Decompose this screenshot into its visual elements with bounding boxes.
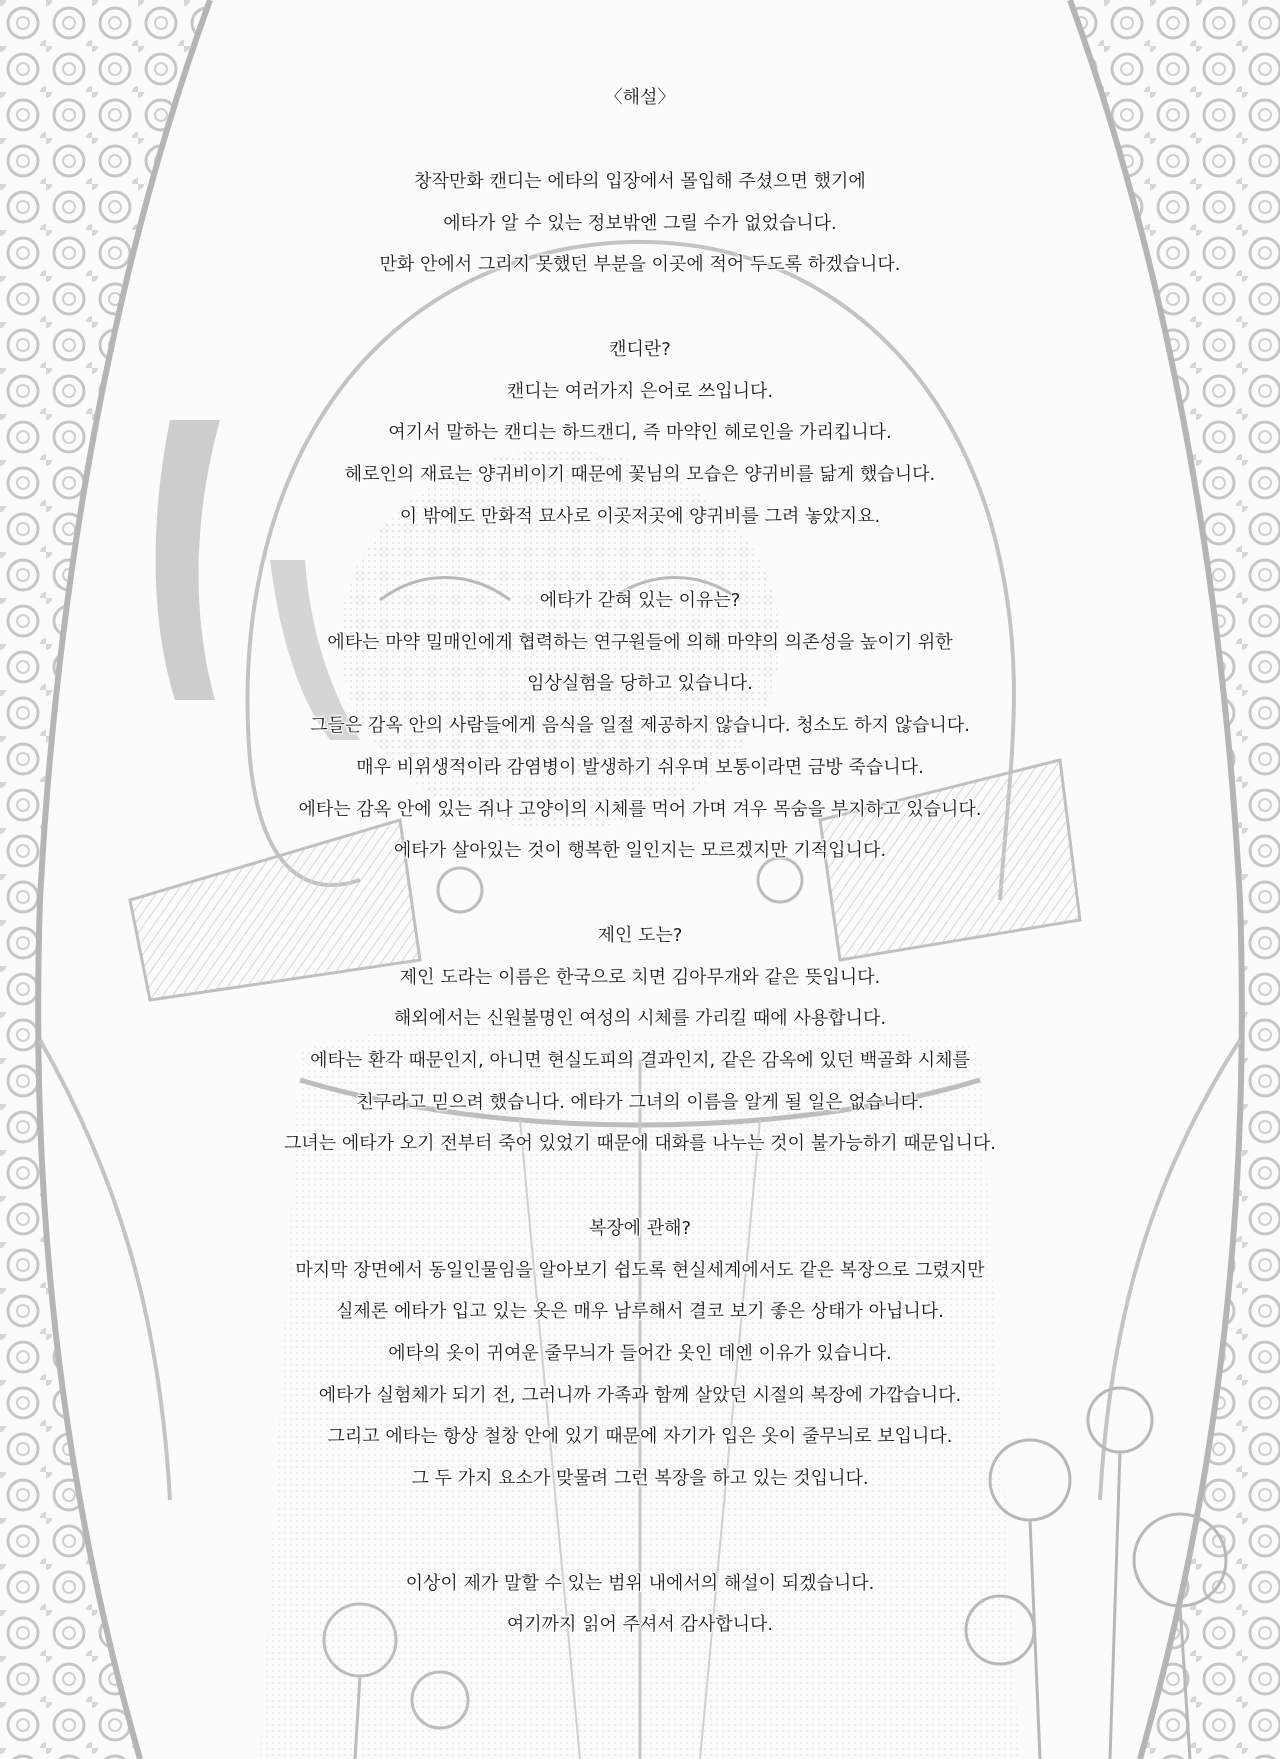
outro-line: 이상이 제가 말할 수 있는 범위 내에서의 해설이 되겠습니다. xyxy=(405,1573,875,1594)
section-line: 그녀는 에타가 오기 전부터 죽어 있었기 때문에 대화를 나누는 것이 불가능하기 때문입니다. xyxy=(283,1133,996,1154)
section-line: 매우 비위생적이라 감염병이 발생하기 쉬우며 보통이라면 금방 죽습니다. xyxy=(356,757,924,778)
section-line: 그 두 가지 요소가 맞물려 그런 복장을 하고 있는 것입니다. xyxy=(411,1468,869,1489)
section-line: 에타는 감옥 안에 있는 쥐나 고양이의 시체를 먹어 가며 겨우 목숨을 부지하고 있습니다. xyxy=(298,799,982,820)
intro-line: 에타가 알 수 있는 정보밖엔 그릴 수가 없었습니다. xyxy=(443,213,837,234)
section-heading: 에타가 갇혀 있는 이유는? xyxy=(539,590,741,611)
section-line: 그리고 에타는 항상 철창 안에 있기 때문에 자기가 입은 옷이 줄무늬로 보입니다. xyxy=(327,1426,953,1447)
section-line: 제인 도라는 이름은 한국으로 치면 김아무개와 같은 뜻입니다. xyxy=(399,967,881,988)
outro-line: 여기까지 읽어 주셔서 감사합니다. xyxy=(506,1614,774,1635)
section-line: 마지막 장면에서 동일인물임을 알아보기 쉽도록 현실세계에서도 같은 복장으로 그렸지만 xyxy=(295,1260,985,1281)
section-line: 해외에서는 신원불명인 여성의 시체를 가리킬 때에 사용합니다. xyxy=(393,1008,887,1029)
section-heading: 캔디란? xyxy=(609,339,671,360)
section-line: 에타가 살아있는 것이 행복한 일인지는 모르겠지만 기적입니다. xyxy=(393,840,887,861)
section-heading: 복장에 관해? xyxy=(588,1218,692,1239)
section-line: 에타가 실험체가 되기 전, 그러니까 가족과 함께 살았던 시절의 복장에 가깝습니다. xyxy=(318,1385,962,1406)
section-line: 임상실험을 당하고 있습니다. xyxy=(527,673,753,694)
section-line: 캔디는 여러가지 은어로 쓰입니다. xyxy=(506,381,774,402)
section-line: 친구라고 믿으려 했습니다. 에타가 그녀의 이름을 알게 될 일은 없습니다. xyxy=(356,1092,924,1113)
section-line: 헤로인의 재료는 양귀비이기 때문에 꽃님의 모습은 양귀비를 닮게 했습니다. xyxy=(344,464,936,485)
section-line: 실제론 에타가 입고 있는 옷은 매우 남루해서 결코 보기 좋은 상태가 아닙니다. xyxy=(336,1301,944,1322)
page-title: 〈해설〉 xyxy=(604,87,676,108)
intro-line: 만화 안에서 그리지 못했던 부분을 이곳에 적어 두도록 하겠습니다. xyxy=(379,254,901,275)
section-line: 여기서 말하는 캔디는 하드캔디, 즉 마약인 헤로인을 가리킵니다. xyxy=(388,422,892,443)
section-line: 에타의 옷이 귀여운 줄무늬가 들어간 옷인 데엔 이유가 있습니다. xyxy=(388,1343,892,1364)
section-line: 이 밖에도 만화적 묘사로 이곳저곳에 양귀비를 그려 놓았지요. xyxy=(399,506,881,527)
section-line: 에타는 환각 때문인지, 아니면 현실도피의 결과인지, 같은 감옥에 있던 백골화 시체를 xyxy=(310,1050,970,1071)
section-heading: 제인 도는? xyxy=(597,925,683,946)
section-line: 에타는 마약 밀매인에게 협력하는 연구원들에 의해 마약의 의존성을 높이기 위한 xyxy=(327,632,953,653)
section-line: 그들은 감옥 안의 사람들에게 음식을 일절 제공하지 않습니다. 청소도 하지 않습니다. xyxy=(310,715,970,736)
intro-line: 창작만화 캔디는 에타의 입장에서 몰입해 주셨으면 했기에 xyxy=(414,171,866,192)
